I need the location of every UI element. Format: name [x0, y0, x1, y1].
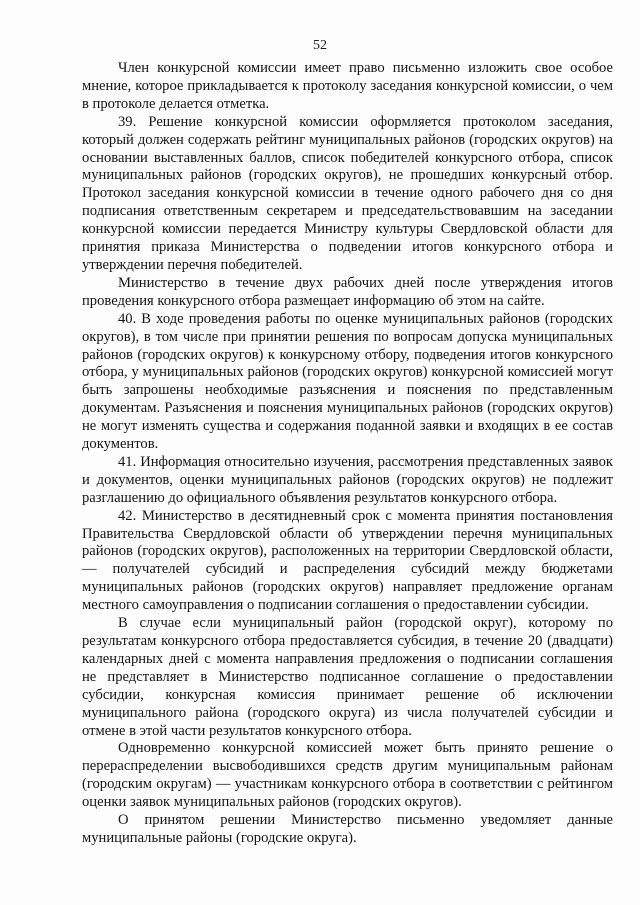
paragraph-exclusion: В случае если муниципальный район (городской округ), которому по результатам конкурсного отбора предоставляется субсидия, в течение 20 (двадцати) календарных дней с момента направления предложения о подписании соглашения не представляет в Министерство подписанное соглашение о предоставлении субсидии, конкурсная комиссия принимает решение об исключении муниципального района (городского округа) из числа получателей субсидии и отмене в этой части результатов конкурсного отбора.: [82, 615, 613, 739]
paragraph-redistribution: Одновременно конкурсной комиссией может быть принято решение о перераспределении высвободившихся средств другим муниципальным районам (городским округам) — участникам конкурсного отбора в соответствии с рейтингом оценки заявок муниципальных районов (городских округов).: [82, 740, 613, 811]
page-number: 52: [313, 38, 327, 53]
paragraph-notification: О принятом решении Министерство письменно уведомляет данные муниципальные районы (городские округа).: [82, 812, 613, 846]
paragraph-publication: Министерство в течение двух рабочих дней после утверждения итогов проведения конкурсного отбора размещает информацию об этом на сайте.: [82, 274, 613, 309]
paragraph-42: 42. Министерство в десятидневный срок с момента принятия постановления Правительства Свердловской области об утверждении перечня муниципальных районов (городских округов), расположенных на территории Свердловской области, — получателей субсидий и распределения субсидий между бюджетами муниципальных районов (городских округов) направляет предложение органам местного самоуправления о подписании соглашения о предоставлении субсидии.: [82, 507, 613, 614]
paragraph-41: 41. Информация относительно изучения, рассмотрения представленных заявок и документов, оценки муниципальных районов (городских округов) не подлежит разглашению до официального объявления результатов конкурсного отбора.: [82, 453, 613, 506]
paragraph-dissenting-opinion: Член конкурсной комиссии имеет право письменно изложить свое особое мнение, которое прикладывается к протоколу заседания конкурсной комиссии, о чем в протоколе делается отметка.: [82, 60, 613, 112]
paragraph-40: 40. В ходе проведения работы по оценке муниципальных районов (городских округов), в том числе при принятии решения по вопросам допуска муниципальных районов (городских округов) к конкурсному отбору, подведения итогов конкурсного отбора, у муниципальных районов (городских округов) конкурсной комиссией могут быть запрошены необходимые разъяснения и пояснения по представленным документам. Разъяснения и пояснения муниципальных районов (городских округов) не могут изменять существа и содержания поданной заявки и входящих в ее состав документов.: [82, 310, 613, 453]
paragraph-39: 39. Решение конкурсной комиссии оформляется протоколом заседания, который должен содержать рейтинг муниципальных районов (городских округов) на основании выставленных баллов, список победителей конкурсного отбора, список муниципальных районов (городских округов), не прошедших конкурсный отбор. Протокол заседания конкурсной комиссии в течение одного рабочего дня со дня подписания ответственным секретарем и председательствовавшим на заседании конкурсной комиссии передается Министру культуры Свердловской области для принятия приказа Министерства о подведении итогов конкурсного отбора и утверждении перечня победителей.: [82, 113, 613, 273]
document-body: [82, 60, 613, 848]
